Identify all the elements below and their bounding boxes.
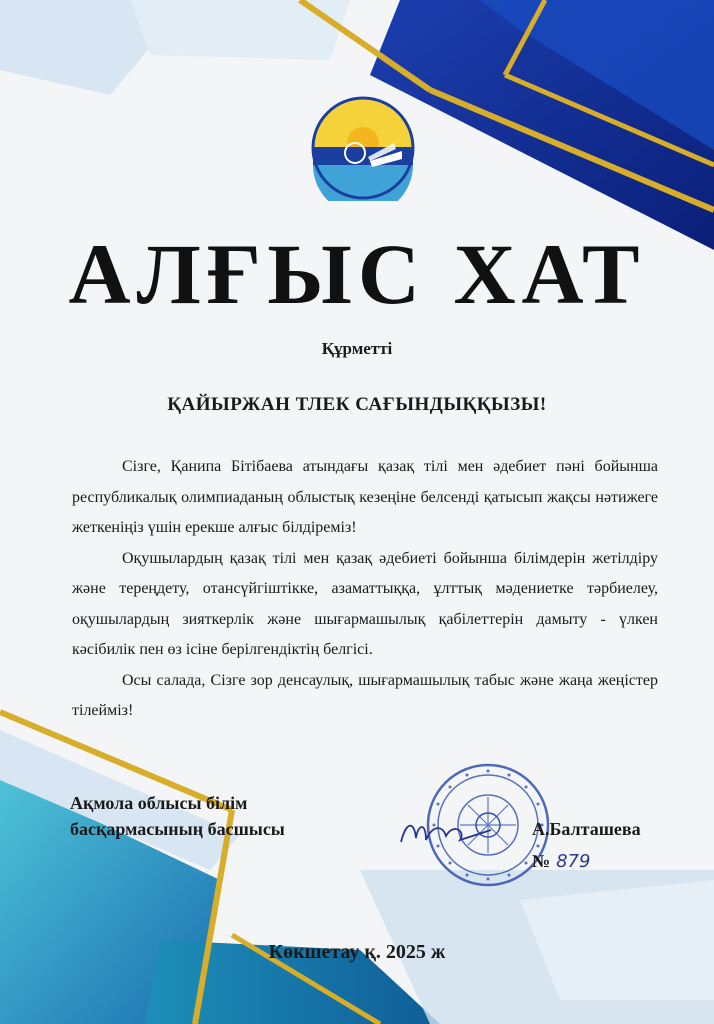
greeting: Құрметті xyxy=(321,339,393,358)
document-number xyxy=(532,851,590,872)
position-line-1: Ақмола облысы білім xyxy=(70,793,248,813)
signatory-name: А.Балташева xyxy=(532,819,641,839)
place-and-date: Көкшетау қ. 2025 ж xyxy=(268,941,446,963)
position-line-2: басқармасының басшысы xyxy=(70,819,285,839)
recipient-name: ҚАЙЫРЖАН ТЛЕК САҒЫНДЫҚҚЫЗЫ! xyxy=(167,394,547,415)
number-label: № xyxy=(532,851,551,871)
handwritten-signature xyxy=(396,812,496,852)
letter-body xyxy=(72,452,658,727)
paragraph-3: Осы салада, Сізге зор денсаулық, шығармашылық табыс және жаңа жеңістер тілейміз! xyxy=(72,671,658,719)
number-value: 879 xyxy=(556,851,591,872)
document-title: АЛҒЫС ХАТ xyxy=(68,226,646,322)
paragraph-2: Оқушылардың қазақ тілі мен қазақ әдебиеті бойынша білімдерін жетілдіру және тереңдету, отансүйгіштікке, азаматтыққа, ұлттық мәдениетке тәрбиелеу, оқушылардың зияткерлік және шығармашылық қабілеттерін дамыту - үлкен кәсібилік пен өз ісіне берілгендіктің белгісі. xyxy=(72,549,658,658)
signatory-position xyxy=(70,790,285,842)
paragraph-1: Сізге, Қанипа Бітібаева атындағы қазақ тілі мен әдебиет пәні бойынша республикалық олимпиаданың облыстық кезеңіне белсенді қатысып жақсы нәтижеге жеткеніңіз үшін ерекше алғыс білдіреміз! xyxy=(72,458,658,536)
education-emblem-logo xyxy=(310,95,416,201)
